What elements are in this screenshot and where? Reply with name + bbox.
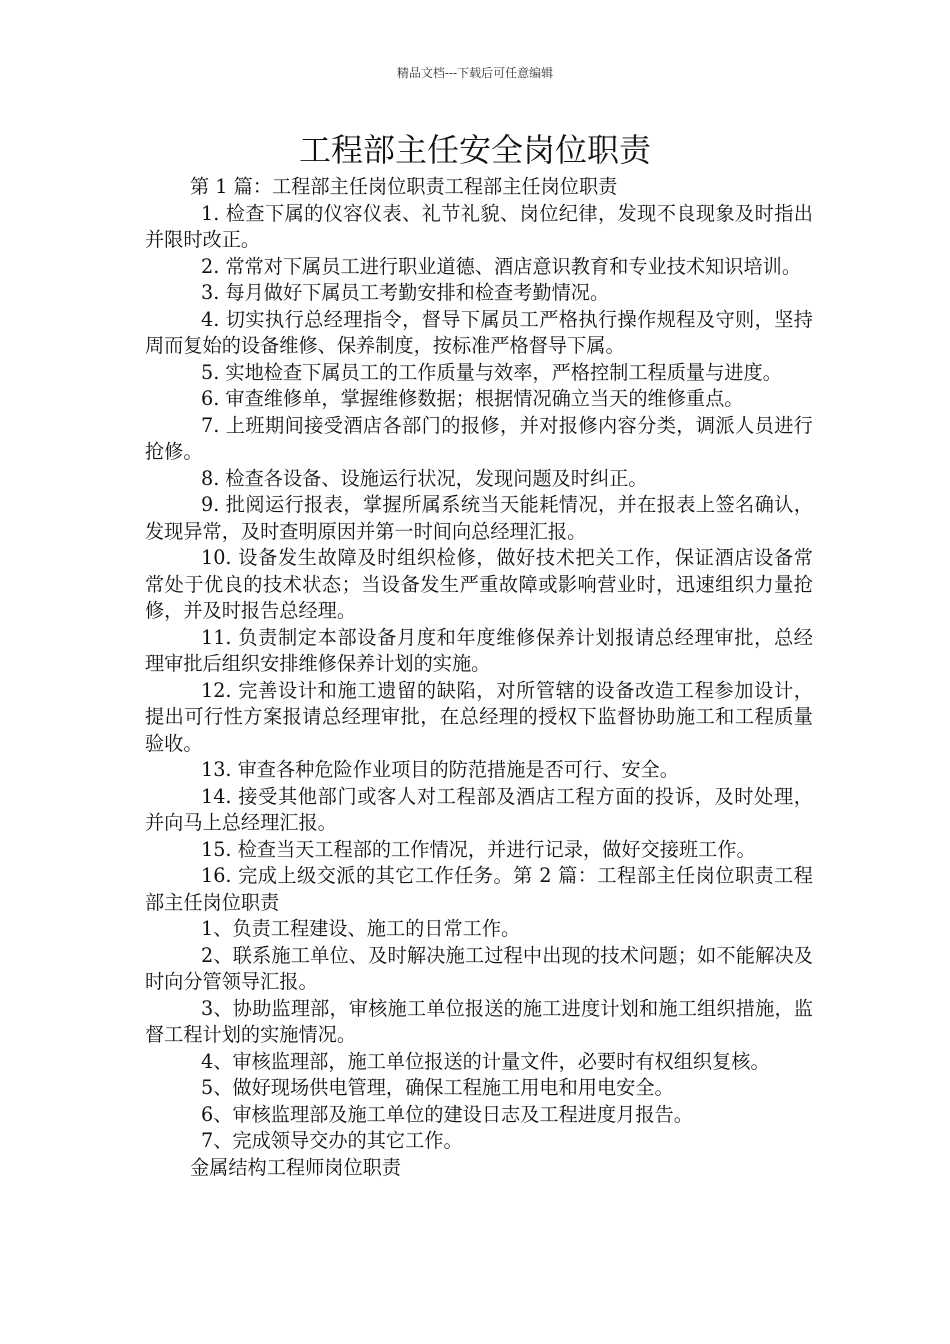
document-body [145,174,813,1181]
paragraph: 10. 设备发生故障及时组织检修，做好技术把关工作，保证酒店设备常常处于优良的技术状态；当设备发生严重故障或影响营业时，迅速组织力量抢修，并及时报告总经理。 [145,546,813,622]
paragraph: 5. 实地检查下属员工的工作质量与效率，严格控制工程质量与进度。 [201,360,782,384]
document-title: 工程部主任安全岗位职责 [298,131,651,169]
paragraph: 9. 批阅运行报表，掌握所属系统当天能耗情况，并在报表上签名确认，发现异常，及时查明原因并第一时间向总经理汇报。 [145,493,813,543]
paragraph: 5、做好现场供电管理，确保工程施工用电和用电安全。 [201,1076,674,1099]
paragraph: 14. 接受其他部门或客人对工程部及酒店工程方面的投诉，及时处理，并向马上总经理汇报。 [145,784,813,834]
paragraph: 6、审核监理部及施工单位的建设日志及工程进度月报告。 [201,1102,693,1126]
paragraph: 2、联系施工单位、及时解决施工过程中出现的技术问题；如不能解决及时向分管领导汇报。 [145,943,813,993]
paragraph: 2. 常常对下属员工进行职业道德、酒店意识教育和专业技术知识培训。 [201,254,802,278]
paragraph: 3、协助监理部，审核施工单位报送的施工进度计划和施工组织措施，监督工程计划的实施情况。 [145,996,813,1046]
paragraph: 7. 上班期间接受酒店各部门的报修，并对报修内容分类，调派人员进行抢修。 [145,413,813,463]
section-heading: 金属结构工程师岗位职责 [190,1155,402,1179]
paragraph: 4. 切实执行总经理指令，督导下属员工严格执行操作规程及守则，坚持周而复始的设备维修、保养制度，按标准严格督导下属。 [145,307,813,357]
paragraph: 1. 检查下属的仪容仪表、礼节礼貌、岗位纪律，发现不良现象及时指出并限时改正。 [145,201,813,251]
page-header-watermark: 精品文档---下载后可任意编辑 [396,66,554,80]
paragraph: 7、完成领导交办的其它工作。 [201,1129,463,1152]
paragraph: 11. 负责制定本部设备月度和年度维修保养计划报请总经理审批，总经理审批后组织安排维修保养计划的实施。 [145,625,813,675]
paragraph: 13. 审查各种危险作业项目的防范措施是否可行、安全。 [201,758,679,781]
paragraph: 4、审核监理部，施工单位报送的计量文件，必要时有权组织复核。 [201,1049,770,1073]
paragraph: 12. 完善设计和施工遗留的缺陷，对所管辖的设备改造工程参加设计，提出可行性方案报请总经理审批，在总经理的授权下监督协助施工和工程质量验收。 [145,678,813,755]
paragraph: 15. 检查当天工程部的工作情况，并进行记录，做好交接班工作。 [201,837,756,861]
section-heading: 第 1 篇：工程部主任岗位职责工程部主任岗位职责 [190,175,618,198]
paragraph: 3. 每月做好下属员工考勤安排和检查考勤情况。 [201,281,610,304]
paragraph: 6. 审查维修单，掌握维修数据；根据情况确立当天的维修重点。 [201,387,744,410]
paragraph: 1、负责工程建设、施工的日常工作。 [201,917,521,940]
paragraph: 8. 检查各设备、设施运行状况，发现问题及时纠正。 [201,466,648,490]
paragraph: 16. 完成上级交派的其它工作任务。第 2 篇：工程部主任岗位职责工程部主任岗位职责 [145,864,813,914]
